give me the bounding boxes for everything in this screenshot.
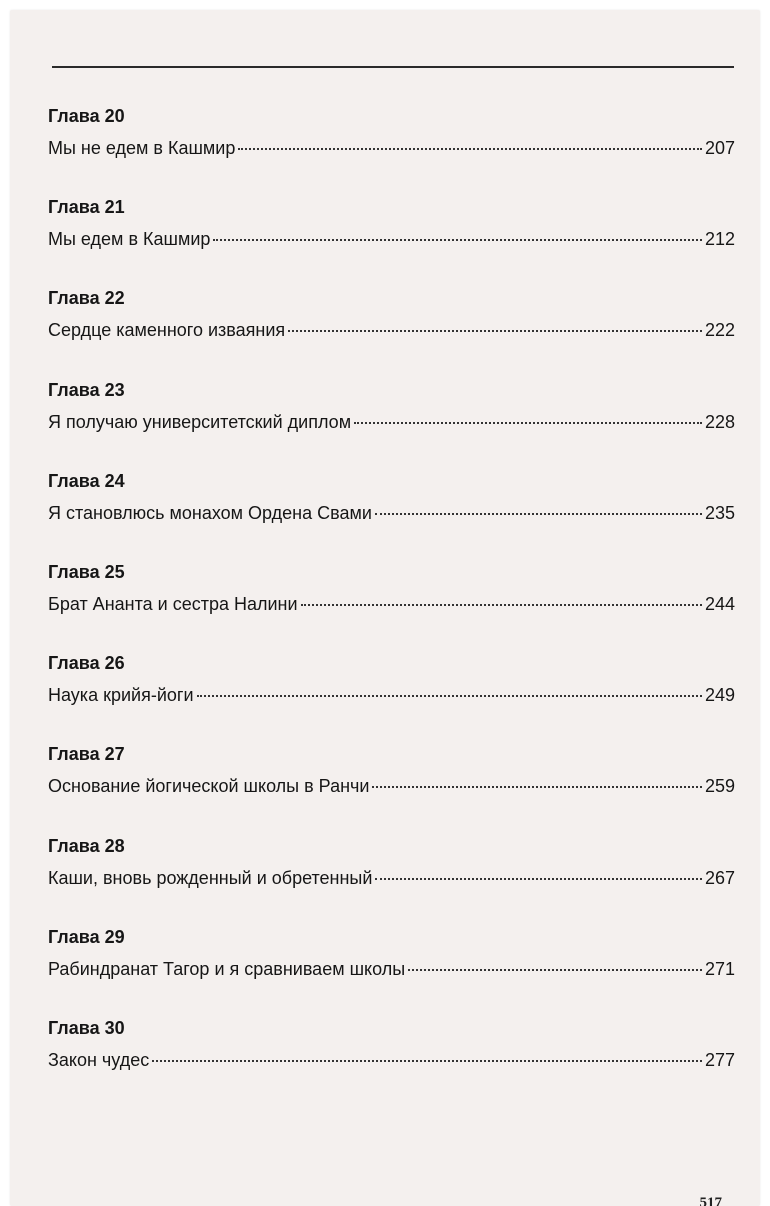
toc-title-line [48,135,735,161]
dot-leader [408,969,702,971]
dot-leader [213,239,702,241]
toc-title-line [48,226,735,252]
chapter-title: Рабиндранат Тагор и я сравниваем школы [48,958,406,979]
book-page [10,10,760,1206]
toc-title-line [48,865,735,891]
chapter-label: Глава 22 [48,288,125,309]
table-of-contents [48,105,735,1108]
toc-entry [48,652,735,743]
toc-entry [48,743,735,834]
chapter-label: Глава 24 [48,470,125,491]
toc-title-line [48,1047,735,1073]
dot-leader [197,695,702,697]
toc-title-line [48,409,735,435]
chapter-label: Глава 20 [48,106,125,126]
chapter-label: Глава 23 [48,379,125,400]
chapter-label: Глава 27 [48,744,125,765]
chapter-title: Сердце каменного изваяния [48,320,286,341]
toc-title-line [48,500,735,526]
dot-leader [375,513,702,515]
toc-title-line [48,591,735,617]
toc-entry [48,561,735,652]
header-rule [52,66,734,68]
toc-title-line [48,773,735,799]
toc-entry [48,835,735,926]
page-number: 244 [704,593,735,614]
chapter-title: Наука крийя-йоги [48,685,194,706]
toc-title-line [48,956,735,982]
dot-leader [238,148,702,150]
chapter-title: Каши, вновь рожденный и обретенный [48,867,373,888]
toc-entry [48,287,735,378]
page-number: 228 [704,411,735,432]
page-number: 249 [704,685,735,706]
chapter-label: Глава 21 [48,197,125,218]
toc-entry [48,926,735,1017]
chapter-label: Глава 29 [48,926,125,947]
dot-leader [372,786,701,788]
page-number: 212 [704,229,735,250]
chapter-title: Брат Ананта и сестра Налини [48,593,298,614]
chapter-title: Основание йогической школы в Ранчи [48,776,370,797]
page-number: 271 [704,958,735,979]
toc-entry [48,379,735,470]
page-number: 259 [704,776,735,797]
chapter-title: Мы не едем в Кашмир [48,138,236,158]
chapter-label: Глава 26 [48,653,125,674]
chapter-label: Глава 30 [48,1017,125,1038]
toc-entry [48,1017,735,1108]
dot-leader [375,878,702,880]
toc-entry [48,105,735,196]
page-number: 267 [704,867,735,888]
dot-leader [288,330,702,332]
dot-leader [301,604,702,606]
toc-title-line [48,317,735,343]
page-folio-number: 517 [699,1195,722,1206]
chapter-title: Я становлюсь монахом Ордена Свами [48,502,372,523]
chapter-label: Глава 25 [48,561,125,582]
toc-entry [48,196,735,287]
chapter-title: Закон чудес [48,1049,150,1070]
page-number: 222 [704,320,735,341]
page-number: 207 [704,138,735,158]
chapter-title: Я получаю университетский диплом [48,411,352,432]
page-number: 277 [704,1049,735,1070]
dot-leader [152,1060,702,1062]
dot-leader [354,422,702,424]
toc-title-line [48,682,735,708]
chapter-title: Мы едем в Кашмир [48,229,211,250]
page-number: 235 [704,502,735,523]
toc-entry [48,470,735,561]
chapter-label: Глава 28 [48,835,125,856]
